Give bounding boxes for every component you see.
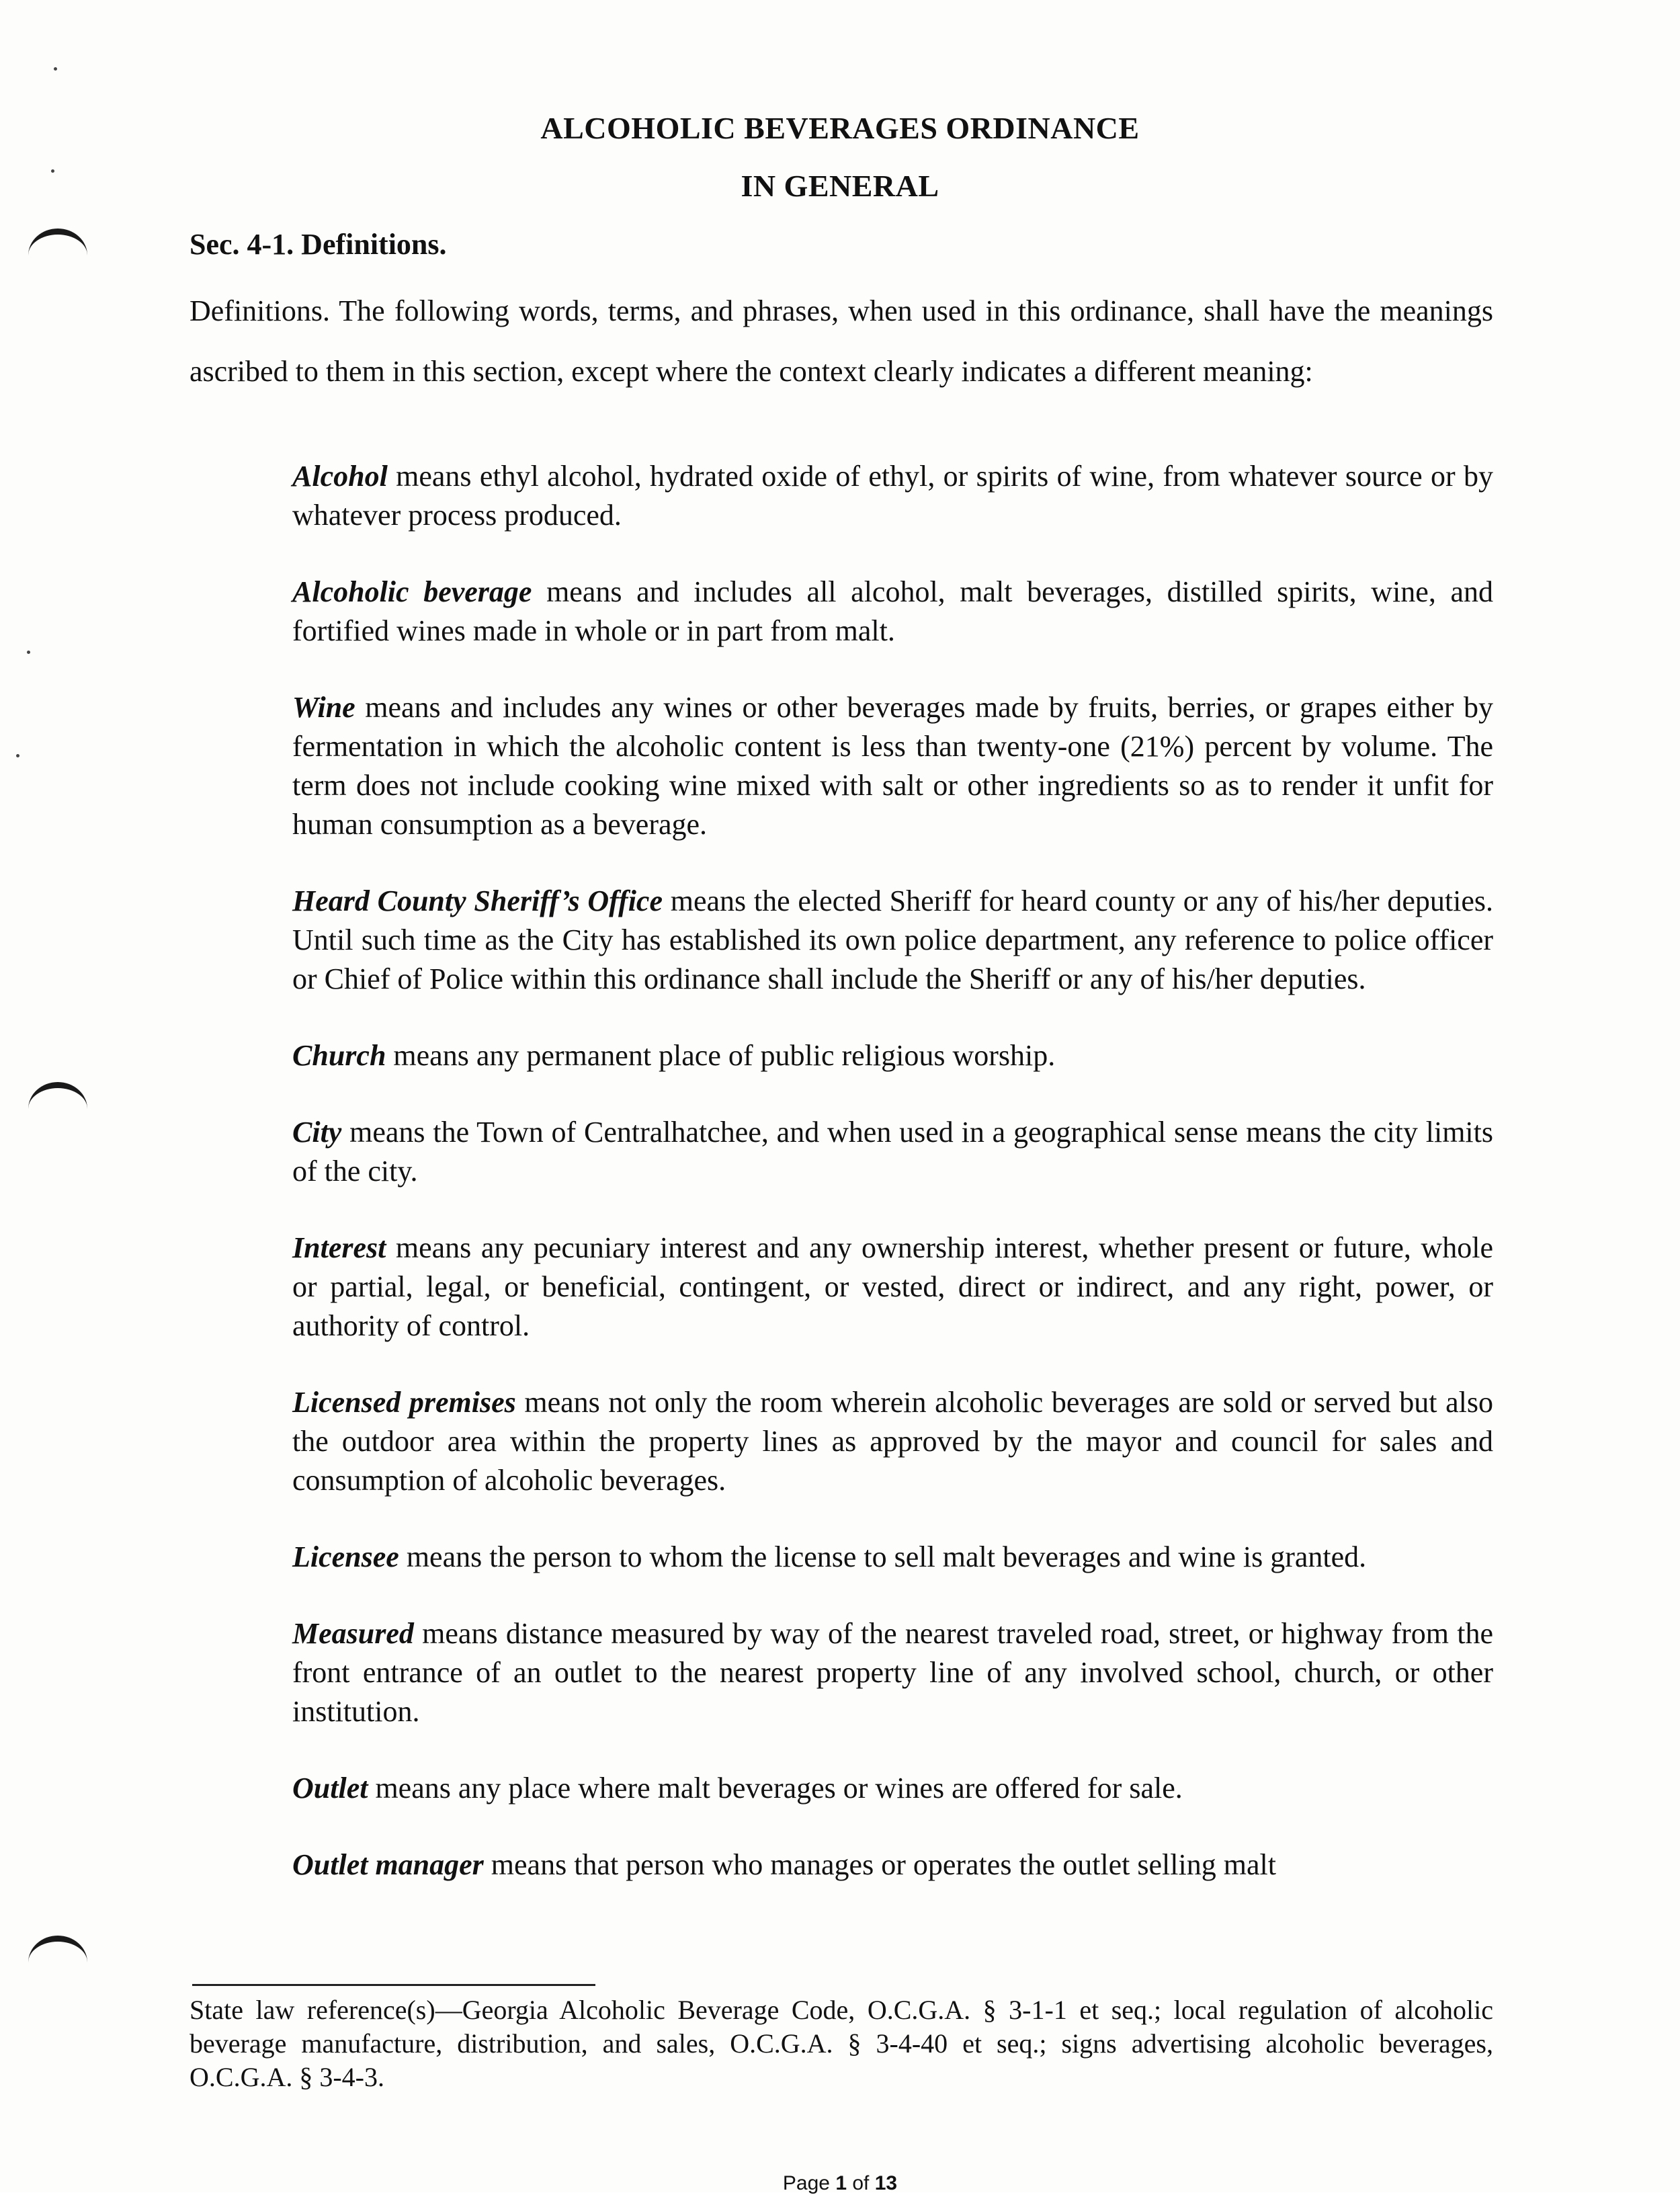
definition-term: Licensed premises [292,1386,516,1419]
definition-term: Measured [292,1617,414,1650]
definition-text: means any pecuniary interest and any ownership interest, whether present or future, whole or partial, legal, or beneficial, contingent, or vested, direct or indirect, and any right, power, or authority of control. [292,1231,1493,1342]
definition-term: Wine [292,691,355,724]
definition-term: Heard County Sheriff’s Office [292,884,663,917]
page-footer [0,2172,1680,2195]
definition-text: means and includes all alcohol, malt beverages, distilled spirits, wine, and fortified wines made in whole or in part from malt. [292,575,1493,647]
footnote: State law reference(s)—Georgia Alcoholic Beverage Code, O.C.G.A. § 3-1-1 et seq.; local regulation of alcoholic beverage manufacture, distribution, and sales, O.C.G.A. § 3-4-40 et seq.; signs advertising alcoholic beverages, O.C.G.A. § 3-4-3. [190,1995,1493,2092]
definition-item [292,1036,1493,1075]
definition-item [292,1538,1493,1577]
definition-term: Outlet manager [292,1848,484,1881]
binder-mark-top [28,229,87,255]
scan-speck [16,754,19,757]
definition-term: Alcoholic beverage [292,575,532,608]
scan-speck [54,67,57,71]
definition-term: City [292,1116,342,1149]
definition-text: means not only the room wherein alcoholic beverages are sold or served but also the outdoor area within the property lines as approved by the mayor and council for sales and consumption of alcoholic beverages. [292,1386,1493,1497]
definition-term: Interest [292,1231,386,1264]
definition-text: means any permanent place of public religious worship. [386,1039,1056,1072]
definition-text: means the Town of Centralhatchee, and when used in a geographical sense means the city limits of the city. [292,1116,1493,1188]
definition-text: means and includes any wines or other beverages made by fruits, berries, or grapes either by fermentation in which the alcoholic content is less than twenty-one (21%) percent by volume. The term does not include cooking wine mixed with salt or other ingredients so as to render it unfit for human consumption as a beverage. [292,691,1493,841]
definition-text: means that person who manages or operates the outlet selling malt [483,1848,1276,1881]
page-label: Page [782,2172,830,2194]
definition-text: means ethyl alcohol, hydrated oxide of ethyl, or spirits of wine, from whatever source or by whatever process produced. [292,460,1493,532]
definition-item [292,1846,1493,1885]
footnote-divider [192,1984,595,1986]
definition-item [292,457,1493,535]
definition-item [292,1614,1493,1731]
page-of: of [852,2172,870,2194]
document-subtitle: IN GENERAL [741,169,939,203]
definition-term: Church [292,1039,386,1072]
page-number: 1 [835,2172,847,2194]
intro-paragraph: Definitions. The following words, terms, and phrases, when used in this ordinance, shall have the meanings ascribed to them in this section, except where the context clearly indicates a different meaning: [190,294,1493,388]
definition-item [292,1769,1493,1808]
definition-term: Alcohol [292,460,388,493]
definition-item [292,1383,1493,1500]
page-total: 13 [874,2172,898,2194]
definition-term: Outlet [292,1772,368,1805]
document-title: ALCOHOLIC BEVERAGES ORDINANCE [540,111,1140,145]
definition-item [292,688,1493,844]
binder-mark-bottom [28,1936,87,1962]
definition-item [292,1229,1493,1345]
definition-text: means the elected Sheriff for heard county or any of his/her deputies. Until such time as the City has established its own police department, any reference to police officer or Chief of Police within this ordinance shall include the Sheriff or any of his/her deputies. [292,884,1493,995]
definition-item [292,882,1493,999]
definition-text: means distance measured by way of the nearest traveled road, street, or highway from the front entrance of an outlet to the nearest property line of any involved school, church, or other institution. [292,1617,1493,1728]
definitions-list [292,457,1493,1922]
scan-speck [27,651,30,654]
definition-text: means the person to whom the license to sell malt beverages and wine is granted. [398,1540,1367,1573]
section-heading: Sec. 4-1. Definitions. [190,228,447,261]
binder-mark-middle [28,1082,87,1109]
definition-item [292,573,1493,651]
definition-term: Licensee [292,1540,399,1573]
definition-item [292,1113,1493,1191]
definition-text: means any place where malt beverages or wines are offered for sale. [368,1772,1183,1805]
